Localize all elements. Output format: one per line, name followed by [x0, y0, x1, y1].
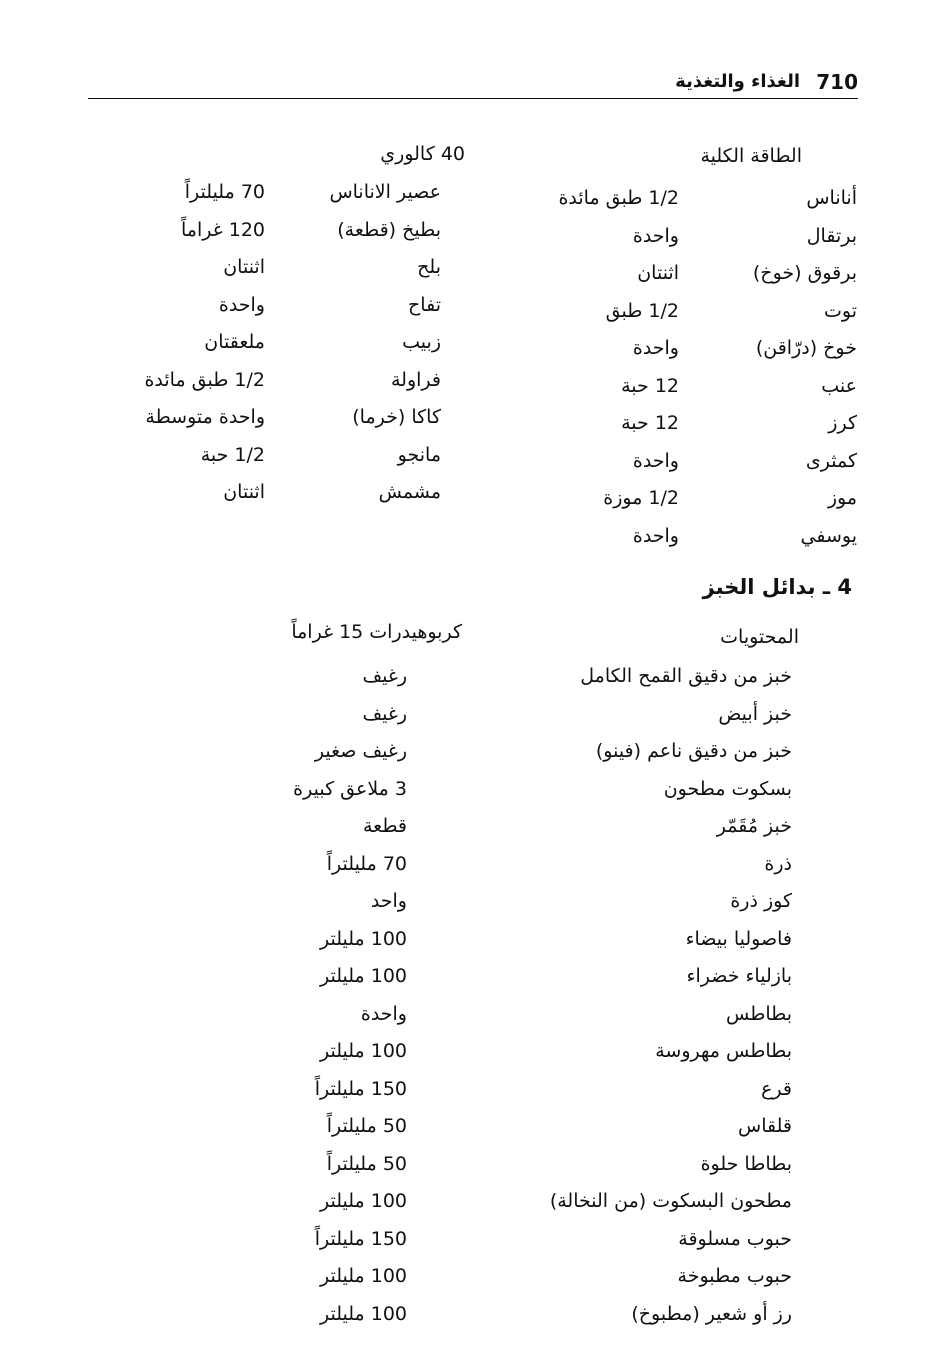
bread-item-name: بازلياء خضراء — [686, 965, 792, 987]
bread-item-amount: 100 مليلتر — [319, 927, 407, 950]
fruit-item-name: موز — [827, 487, 857, 509]
fruit-item-amount: اثنتان — [637, 262, 679, 284]
bread-item-name: حبوب مسلوقة — [678, 1227, 792, 1250]
bread-item-amount: 100 مليلتر — [319, 1190, 407, 1212]
bread-item-name: بطاطس مهروسة — [655, 1040, 792, 1062]
bread-item-amount: رغيف — [362, 665, 407, 687]
bread-item-amount: قطعة — [362, 815, 407, 837]
bread-item-name: قرع — [761, 1077, 792, 1100]
bread-item-name: خبز من دقيق ناعم (فينو) — [595, 740, 792, 762]
fruit-item-name: عصير الاناناس — [329, 181, 441, 203]
bread-item-amount: 100 مليلتر — [319, 1302, 407, 1325]
calories-value: 40 كالوري — [380, 143, 465, 165]
bread-item-name: بسكوت مطحون — [663, 777, 792, 800]
bread-item-name: خبز من دقيق القمح الكامل — [580, 665, 792, 687]
fruit-item-amount: اثنتان — [223, 481, 265, 503]
bread-item-amount: 150 مليلتراً — [314, 1227, 407, 1250]
fruit-item-name: مانجو — [397, 443, 441, 466]
fruit-item-name: برقوق (خوخ) — [752, 262, 857, 284]
fruit-item-name: برتقال — [806, 224, 857, 247]
bread-item-amount: 150 مليلتراً — [314, 1077, 407, 1100]
bread-item-name: بطاطا حلوة — [700, 1152, 792, 1175]
fruit-item-name: مشمش — [378, 481, 441, 503]
fruit-item-amount: واحدة — [632, 524, 679, 547]
bread-item-amount: 100 مليلتر — [319, 1040, 407, 1062]
bread-item-amount: رغيف صغير — [314, 740, 407, 762]
section-heading: 4 ـ بدائل الخبز — [702, 575, 852, 599]
fruit-item-name: كرز — [828, 412, 857, 434]
fruit-item-name: بطيخ (قطعة) — [337, 218, 441, 241]
bread-item-name: خبز مُقَمّر — [716, 815, 792, 837]
bread-item-name: رز أو شعير (مطبوخ) — [631, 1302, 792, 1325]
fruit-item-amount: واحدة — [632, 449, 679, 472]
bread-item-amount: 70 مليلتراً — [326, 852, 407, 875]
contents-label: المحتويات — [720, 626, 799, 648]
total-energy-label: الطاقة الكلية — [700, 145, 802, 167]
fruit-item-amount: 1/2 طبق مائدة — [558, 187, 679, 209]
bread-item-name: كوز ذرة — [730, 890, 792, 912]
fruit-item-name: توت — [824, 299, 857, 322]
fruit-item-name: عنب — [821, 374, 857, 397]
fruit-item-name: كمثرى — [805, 449, 857, 472]
bread-item-name: قلقاس — [738, 1115, 792, 1137]
fruit-item-amount: 1/2 طبق مائدة — [144, 368, 265, 391]
fruit-item-amount: 12 حبة — [621, 412, 679, 434]
page-number: 710 — [816, 70, 858, 94]
fruit-item-name: كاكا (خرما) — [352, 406, 441, 428]
fruit-item-amount: 1/2 موزة — [603, 487, 679, 509]
bread-item-amount: واحدة — [360, 1002, 407, 1025]
bread-item-amount: واحد — [370, 890, 407, 912]
fruit-item-amount: 1/2 حبة — [200, 443, 265, 466]
bread-item-amount: رغيف — [362, 702, 407, 725]
bread-item-name: خبز أبيض — [718, 702, 792, 725]
bread-item-amount: 3 ملاعق كبيرة — [293, 777, 407, 800]
fruit-item-amount: 70 مليلتراً — [184, 181, 265, 203]
running-header — [88, 62, 858, 99]
fruit-item-amount: واحدة — [632, 224, 679, 247]
running-title: الغذاء والتغذية — [675, 71, 800, 92]
bread-item-name: مطحون البسكوت (من النخالة) — [549, 1190, 792, 1212]
fruit-item-amount: 1/2 طبق — [605, 299, 679, 322]
fruit-item-name: يوسفي — [800, 524, 857, 547]
fruit-item-amount: 120 غراماً — [181, 218, 265, 241]
carbohydrates-label: كربوهيدرات 15 غراماً — [291, 621, 462, 643]
bread-item-amount: 50 مليلتراً — [326, 1115, 407, 1137]
bread-item-amount: 100 مليلتر — [319, 965, 407, 987]
fruit-item-amount: واحدة — [218, 293, 265, 316]
fruit-item-amount: واحدة متوسطة — [145, 406, 265, 428]
bread-item-name: بطاطس — [725, 1002, 792, 1025]
fruit-item-amount: اثنتان — [223, 256, 265, 278]
fruit-item-name: فراولة — [391, 368, 441, 391]
bread-item-amount: 50 مليلتراً — [326, 1152, 407, 1175]
bread-item-amount: 100 مليلتر — [319, 1265, 407, 1287]
fruit-item-name: خوخ (درّاقن) — [755, 337, 857, 359]
fruit-item-name: بلح — [417, 256, 441, 278]
fruit-item-name: زبيب — [402, 331, 441, 353]
fruit-item-name: أناناس — [806, 187, 857, 209]
fruit-item-amount: 12 حبة — [621, 374, 679, 397]
bread-item-name: ذرة — [764, 852, 792, 875]
bread-item-name: فاصوليا بيضاء — [685, 927, 792, 950]
fruit-item-amount: ملعقتان — [204, 331, 265, 353]
bread-item-name: حبوب مطبوخة — [677, 1265, 792, 1287]
fruit-item-name: تفاح — [408, 293, 441, 316]
fruit-item-amount: واحدة — [632, 337, 679, 359]
